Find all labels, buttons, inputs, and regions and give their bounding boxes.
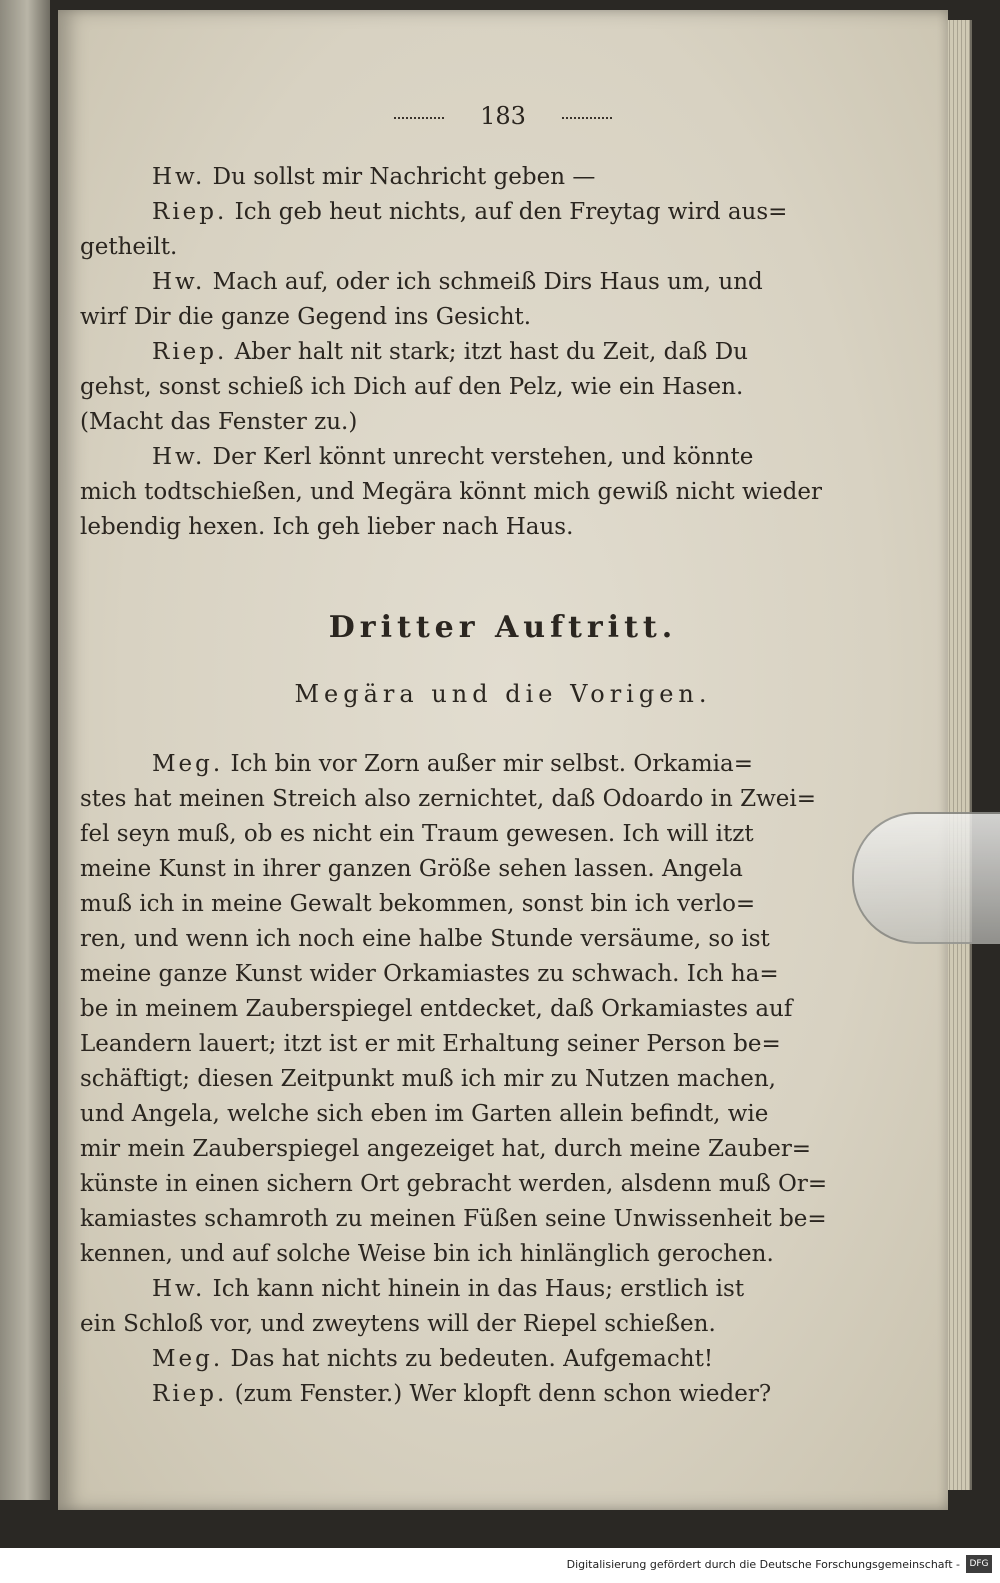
ornament-left <box>394 117 444 119</box>
text-line <box>80 195 880 230</box>
line-text: ren, und wenn ich noch eine halbe Stunde versäume, so ist <box>80 926 770 952</box>
text-line <box>80 1237 880 1272</box>
line-text: kamiastes schamroth zu meinen Füßen seine Unwissenheit be= <box>80 1206 827 1232</box>
speaker-label: Riep. <box>152 199 228 225</box>
line-text: Ich geb heut nichts, auf den Freytag wird aus= <box>234 199 788 225</box>
speaker-label: Hw. <box>152 164 206 190</box>
scene-persons: Megära und die Vorigen. <box>294 680 712 708</box>
speaker-label: Riep. <box>152 1381 228 1407</box>
ornament-right <box>562 117 612 119</box>
text-line <box>80 440 880 475</box>
text-line <box>80 1307 880 1342</box>
line-text: und Angela, welche sich eben im Garten allein befindt, wie <box>80 1101 769 1127</box>
dfg-logo: DFG <box>966 1555 992 1573</box>
page-number: 183 <box>480 102 526 130</box>
text-line <box>80 1377 880 1412</box>
text-line <box>80 887 880 922</box>
line-text: künste in einen sichern Ort gebracht werden, alsdenn muß Or= <box>80 1171 828 1197</box>
text-line <box>80 992 880 1027</box>
line-text: mir mein Zauberspiegel angezeiget hat, durch meine Zauber= <box>80 1136 812 1162</box>
left-page-edge <box>0 0 50 1500</box>
text-line <box>80 265 880 300</box>
text-line <box>80 370 880 405</box>
line-text: meine Kunst in ihrer ganzen Größe sehen lassen. Angela <box>80 856 743 882</box>
line-text: gehst, sonst schieß ich Dich auf den Pelz, wie ein Hasen. <box>80 374 744 400</box>
line-text: Mach auf, oder ich schmeiß Dirs Haus um, und <box>212 269 763 295</box>
line-text: (Macht das Fenster zu.) <box>80 409 358 435</box>
line-text: lebendig hexen. Ich geh lieber nach Haus. <box>80 514 574 540</box>
text-line <box>80 747 880 782</box>
scene-title: Dritter Auftritt. <box>328 610 678 645</box>
text-line <box>80 1167 880 1202</box>
footer-bar <box>0 1548 1000 1583</box>
line-text: Ich kann nicht hinein in das Haus; erstlich ist <box>212 1276 745 1302</box>
speaker-label: Hw. <box>152 444 206 470</box>
line-text: stes hat meinen Streich also zernichtet, daß Odoardo in Zwei= <box>80 786 816 812</box>
text-line <box>80 405 880 440</box>
text-block-bottom <box>80 747 880 1412</box>
text-line <box>80 782 880 817</box>
text-line <box>80 1097 880 1132</box>
text-line <box>80 1202 880 1237</box>
line-text: getheilt. <box>80 234 178 260</box>
page-clip <box>852 812 1000 944</box>
line-text: muß ich in meine Gewalt bekommen, sonst bin ich verlo= <box>80 891 756 917</box>
line-text: Der Kerl könnt unrecht verstehen, und könnte <box>212 444 754 470</box>
text-line <box>80 300 880 335</box>
line-text: Ich bin vor Zorn außer mir selbst. Orkamia= <box>230 751 753 777</box>
text-line <box>80 1132 880 1167</box>
text-line <box>80 922 880 957</box>
text-line <box>80 510 880 545</box>
speaker-label: Meg. <box>152 751 224 777</box>
speaker-label: Meg. <box>152 1346 224 1372</box>
line-text: ein Schloß vor, und zweytens will der Riepel schießen. <box>80 1311 716 1337</box>
text-line <box>80 1272 880 1307</box>
text-line <box>80 817 880 852</box>
book-page <box>58 10 948 1510</box>
line-text: kennen, und auf solche Weise bin ich hinlänglich gerochen. <box>80 1241 774 1267</box>
line-text: Das hat nichts zu bedeuten. Aufgemacht! <box>230 1346 714 1372</box>
text-line <box>80 335 880 370</box>
line-text: wirf Dir die ganze Gegend ins Gesicht. <box>80 304 532 330</box>
text-line <box>80 1342 880 1377</box>
speaker-label: Riep. <box>152 339 228 365</box>
line-text: schäftigt; diesen Zeitpunkt muß ich mir zu Nutzen machen, <box>80 1066 776 1092</box>
text-line <box>80 852 880 887</box>
footer-credit: Digitalisierung gefördert durch die Deutsche Forschungsgemeinschaft - <box>566 1558 960 1571</box>
line-text: Aber halt nit stark; itzt hast du Zeit, daß Du <box>234 339 748 365</box>
text-line <box>80 957 880 992</box>
line-text: mich todtschießen, und Megära könnt mich gewiß nicht wieder <box>80 479 822 505</box>
text-line <box>80 1027 880 1062</box>
line-text: (zum Fenster.) Wer klopft denn schon wieder? <box>234 1381 772 1407</box>
text-line <box>80 1062 880 1097</box>
line-text: Du sollst mir Nachricht geben — <box>212 164 596 190</box>
line-text: Leandern lauert; itzt ist er mit Erhaltung seiner Person be= <box>80 1031 781 1057</box>
text-line <box>80 160 880 195</box>
line-text: be in meinem Zauberspiegel entdecket, daß Orkamiastes auf <box>80 996 793 1022</box>
speaker-label: Hw. <box>152 269 206 295</box>
page-header <box>58 102 948 130</box>
line-text: fel seyn muß, ob es nicht ein Traum gewesen. Ich will itzt <box>80 821 754 847</box>
speaker-label: Hw. <box>152 1276 206 1302</box>
text-block-top <box>80 160 880 545</box>
text-line <box>80 230 880 265</box>
text-line <box>80 475 880 510</box>
line-text: meine ganze Kunst wider Orkamiastes zu schwach. Ich ha= <box>80 961 779 987</box>
